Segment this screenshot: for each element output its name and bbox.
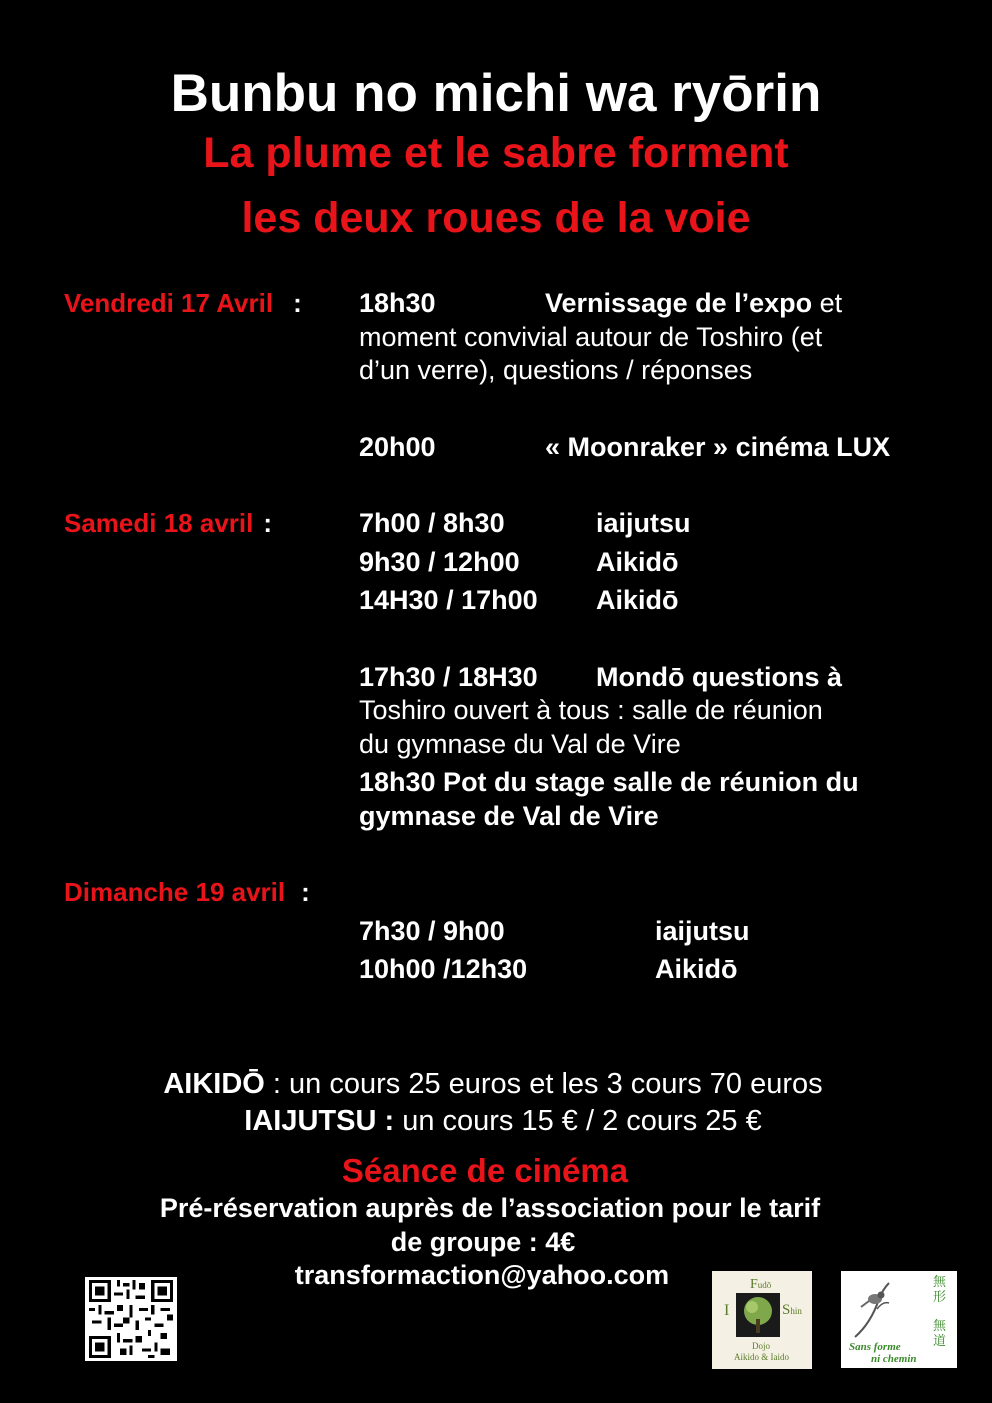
fudoshin-letter-f (750, 1277, 771, 1293)
friday-colon: : (293, 288, 302, 318)
friday-event-1-bold: Vernissage de l’expo (545, 288, 813, 318)
saturday-mondo-title: Mondō questions à (596, 662, 842, 692)
fudoshin-dojo: Dojo (752, 1341, 770, 1351)
sunday-colon: : (301, 877, 310, 907)
fudoshin-hin: hin (790, 1306, 802, 1316)
saturday-pot-line-2: gymnase de Val de Vire (359, 801, 659, 831)
cinema-line-2: de groupe : 4€ (390, 1227, 576, 1257)
page-title: Bunbu no michi wa ryōrin (170, 64, 822, 123)
kanji-4: 道 (933, 1334, 947, 1349)
price-iaijutsu-text: un cours 15 € / 2 cours 25 € (394, 1105, 762, 1137)
ni-chemin-text: ni chemin (871, 1353, 917, 1365)
saturday-slot-3-activity: Aikidō (596, 585, 679, 615)
sunday-slot-1-activity: iaijutsu (655, 916, 750, 946)
saturday-label (64, 507, 272, 539)
sunday-slot-1-time: 7h30 / 9h00 (359, 916, 505, 946)
cinema-email[interactable]: transformaction@yahoo.com (294, 1260, 670, 1290)
bird-on-branch-icon (849, 1279, 903, 1343)
saturday-slot-1-time: 7h00 / 8h30 (359, 508, 505, 538)
fudoshin-s: S (782, 1302, 791, 1318)
qr-code-image (85, 1277, 177, 1361)
kanji-column-1 (933, 1275, 951, 1305)
saturday-slot-2-activity: Aikidō (596, 547, 679, 577)
cinema-line-1: Pré-réservation auprès de l’association pour le tarif (159, 1193, 821, 1223)
sans-forme-text: Sans forme (849, 1341, 901, 1353)
subtitle-line-2: les deux roues de la voie (241, 194, 751, 242)
fudoshin-emblem (736, 1293, 780, 1337)
fudoshin-subtitle: Aikido & Iaido (734, 1352, 789, 1362)
fudoshin-letter-i: I (724, 1302, 730, 1319)
saturday-colon: : (263, 508, 273, 538)
fudoshin-dojo-logo (712, 1271, 812, 1369)
friday-event-2: « Moonraker » cinéma LUX (545, 432, 891, 462)
sunday-slot-2-activity: Aikidō (655, 954, 738, 984)
friday-event-1-rest: et (812, 288, 843, 318)
price-aikido (0, 1066, 989, 1102)
saturday-mondo-time: 17h30 / 18H30 (359, 662, 538, 692)
kanji-1: 無 (933, 1275, 947, 1290)
fudoshin-letter-s (782, 1302, 802, 1319)
price-aikido-text: : un cours 25 euros et les 3 cours 70 euros (264, 1068, 823, 1100)
fudoshin-udo: udō (757, 1280, 772, 1290)
friday-event-1-line-2: moment convivial autour de Toshiro (et (359, 322, 823, 352)
tree-icon (736, 1293, 780, 1337)
sans-forme-logo (841, 1271, 957, 1368)
saturday-pot-line-1: 18h30 Pot du stage salle de réunion du (359, 767, 859, 797)
fudoshin-f: F (750, 1277, 758, 1292)
saturday-mondo-line-2: Toshiro ouvert à tous : salle de réunion (359, 695, 823, 725)
price-iaijutsu-label: IAIJUTSU : (244, 1105, 395, 1137)
kanji-3: 無 (933, 1319, 947, 1334)
friday-event-1-line-3: d’un verre), questions / réponses (359, 355, 753, 385)
saturday-slot-2-time: 9h30 / 12h00 (359, 547, 520, 577)
saturday-slot-1-activity: iaijutsu (596, 508, 691, 538)
sunday-slot-2-time: 10h00 /12h30 (359, 954, 528, 984)
kanji-2: 形 (933, 1290, 947, 1305)
sunday-label (64, 876, 310, 908)
qr-code (85, 1277, 177, 1361)
price-iaijutsu (7, 1103, 992, 1139)
cinema-heading: Séance de cinéma (341, 1152, 629, 1189)
friday-day: Vendredi 17 Avril (64, 288, 274, 318)
kanji-column-2 (933, 1319, 951, 1349)
saturday-day: Samedi 18 avril (64, 508, 254, 538)
price-aikido-label: AIKIDŌ (163, 1068, 265, 1100)
saturday-mondo-line-3: du gymnase du Val de Vire (359, 729, 681, 759)
friday-event-1 (545, 286, 842, 320)
friday-time-2: 20h00 (359, 432, 436, 462)
sunday-day: Dimanche 19 avril (64, 877, 286, 907)
saturday-slot-3-time: 14H30 / 17h00 (359, 585, 538, 615)
friday-time-1: 18h30 (359, 288, 436, 318)
friday-label (64, 287, 302, 319)
subtitle-line-1: La plume et le sabre forment (203, 129, 789, 177)
